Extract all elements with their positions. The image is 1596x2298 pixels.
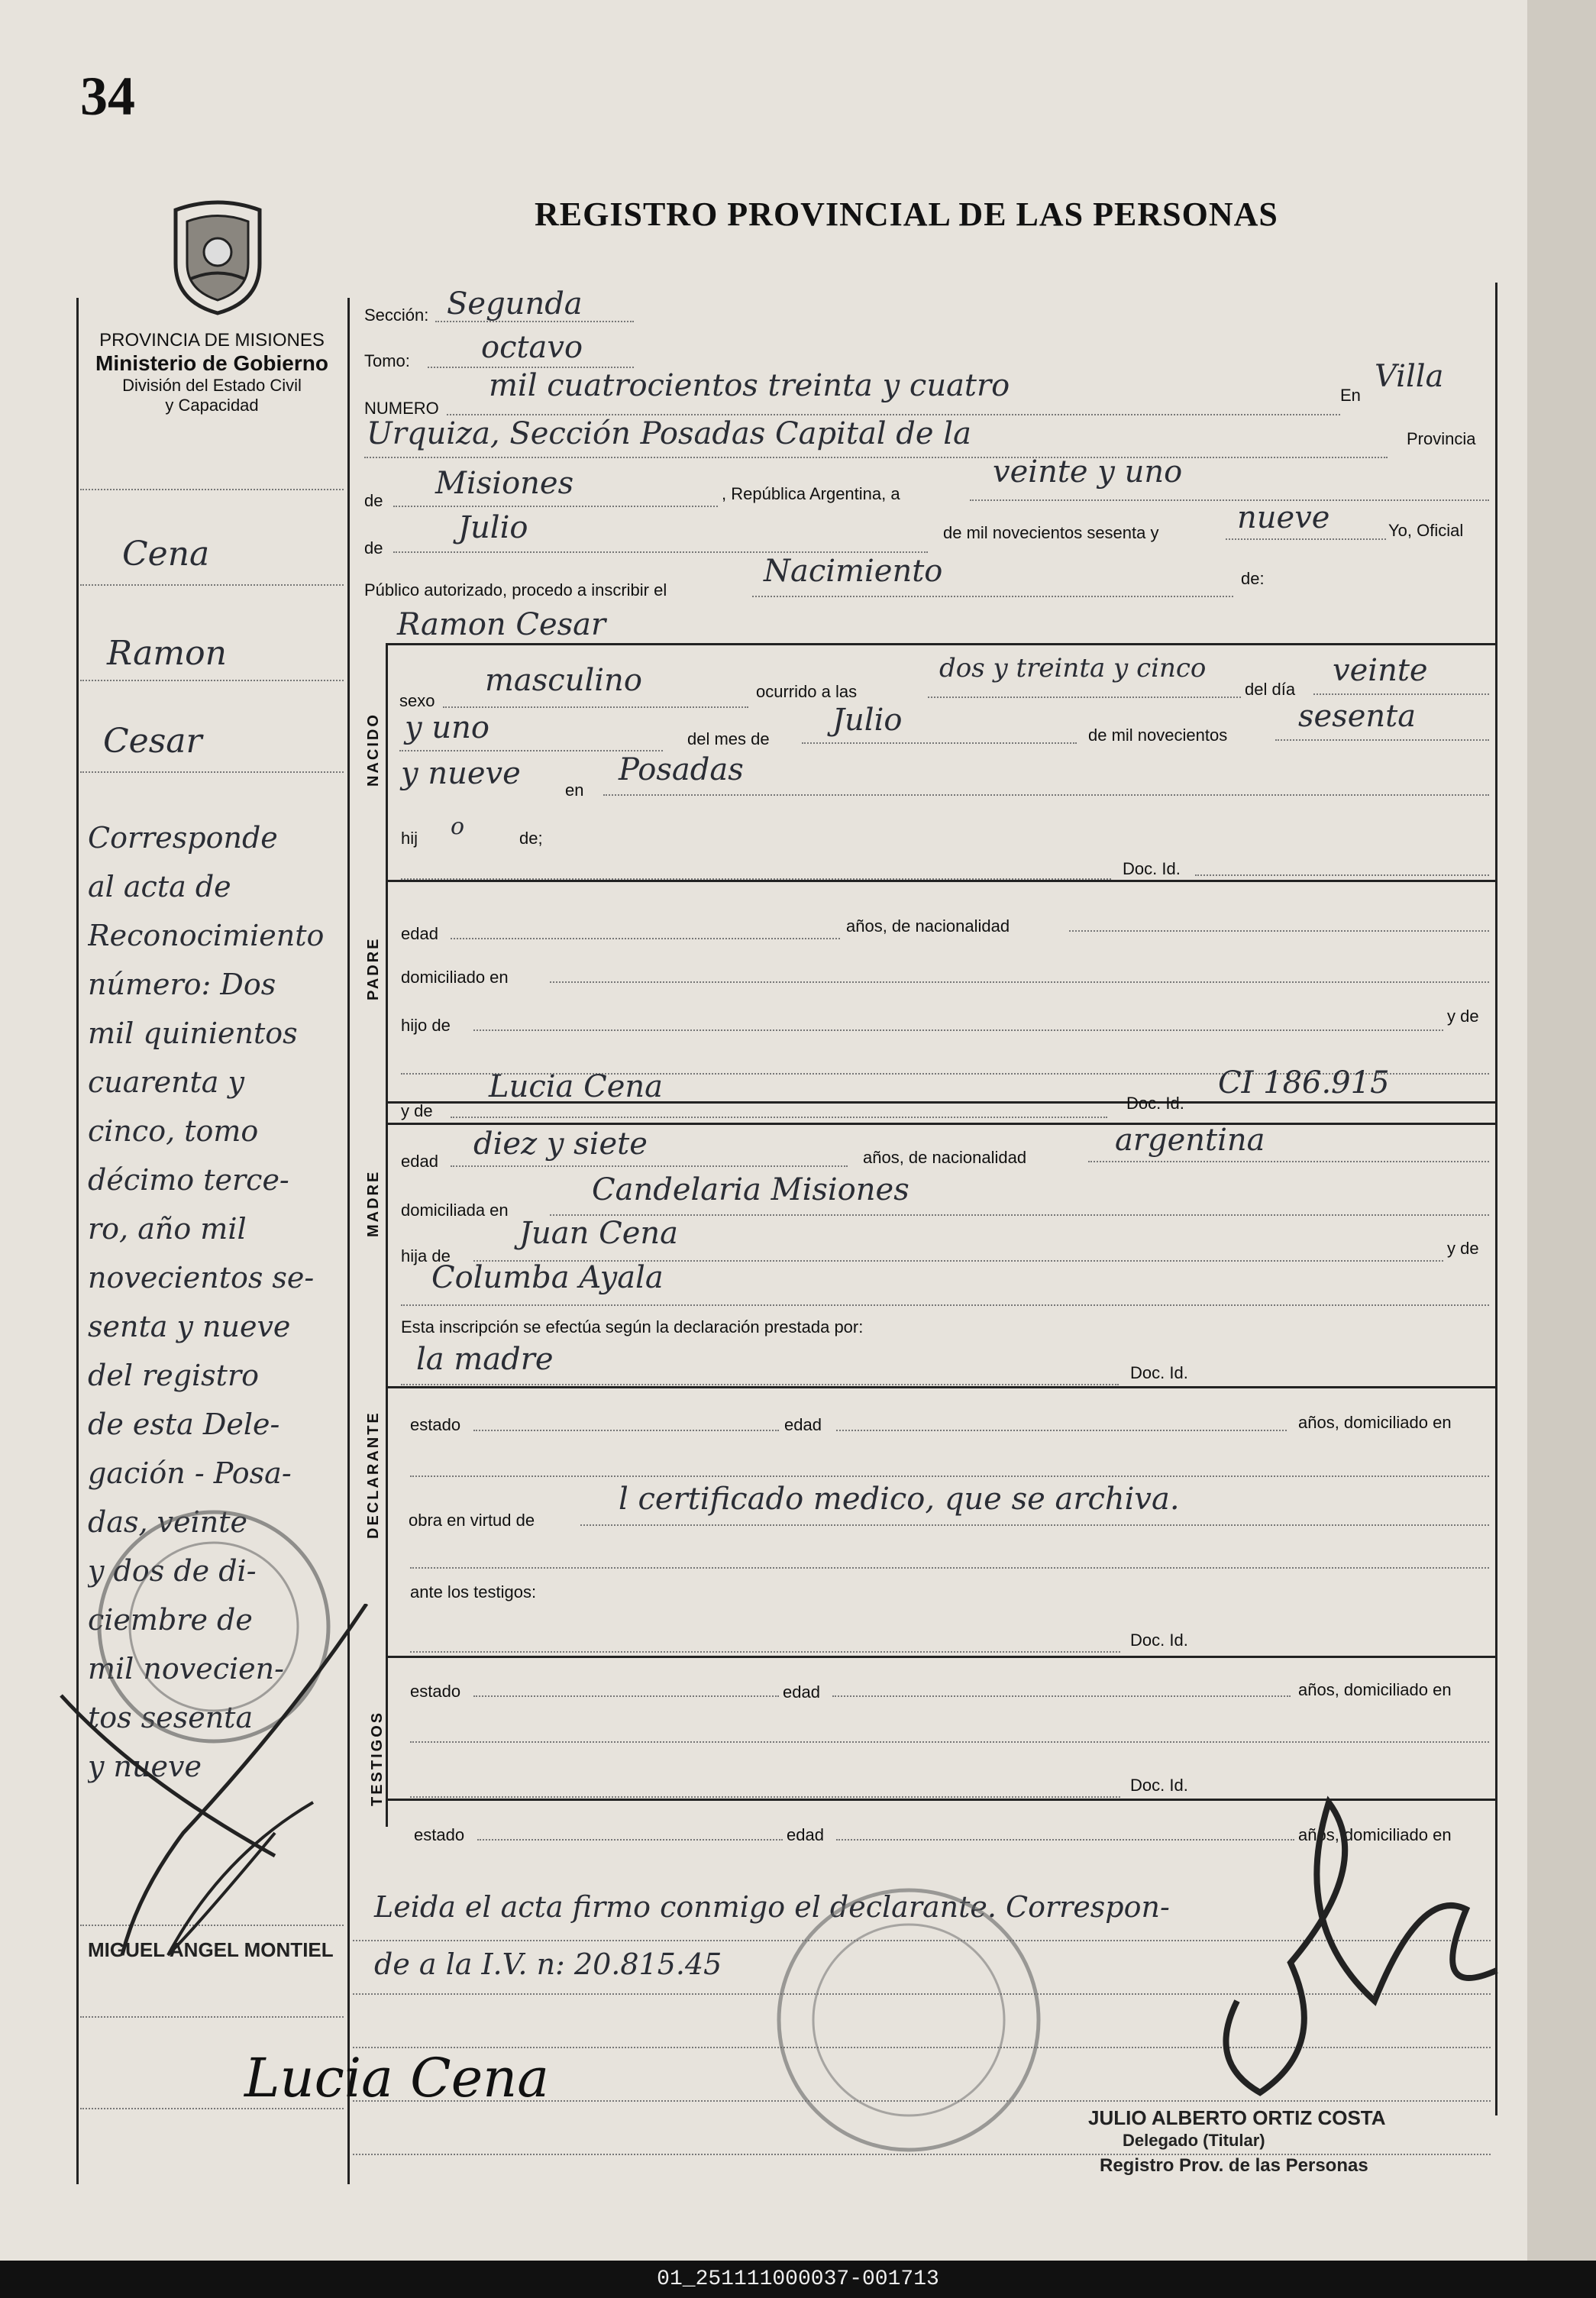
republica-label: , República Argentina, a [722,484,900,503]
rule-padre-top [386,880,1495,882]
madre-edad-label: edad [401,1152,438,1171]
mes-nac-value: Julio [832,703,903,738]
margin-note-line: décimo terce- [88,1163,289,1197]
obra-value: l certificado medico, que se archiva. [619,1482,1180,1517]
declarante-anos-label: años, domiciliado en [1298,1413,1452,1432]
declarante-value: la madre [416,1342,554,1377]
publico-label: Público autorizado, procedo a inscribir el [364,580,667,600]
organization-block [76,330,347,415]
rule-declarante-top [386,1386,1495,1388]
official-name: JULIO ALBERTO ORTIZ COSTA [1088,2106,1386,2129]
anio-nac-value: sesenta [1298,699,1417,734]
section-madre: MADRE [365,1169,382,1237]
acto-value: Nacimiento [764,554,943,589]
nota-line-2: de a la I.V. n: 20.815.45 [374,1947,722,1981]
padre-nac-label: años, de nacionalidad [846,916,1010,936]
inscripcion-label: Esta inscripción se efectúa según la declaración prestada por: [401,1317,864,1336]
ante-label: ante los testigos: [410,1582,537,1601]
margin-note-line: Corresponde [88,821,278,855]
yo-oficial-label: Yo, Oficial [1388,521,1464,540]
margin-note-line: novecientos se- [88,1261,315,1294]
declarante-estado-label: estado [410,1415,461,1434]
margin-note-line: del registro [88,1359,259,1392]
madre-y-de-label: y de [1447,1239,1479,1258]
del-mes-label: del mes de [687,729,770,748]
tomo-value: octavo [481,330,583,365]
location-line: Urquiza, Sección Posadas Capital de la [367,416,971,451]
section-testigos: TESTIGOS [369,1710,386,1806]
numero-label: NUMERO [364,399,439,418]
doc-id-label-3: Doc. Id. [1130,1363,1188,1382]
margin-note-line: senta y nueve [88,1310,291,1343]
margin-note-line: Reconocimiento [88,919,325,952]
org-province: PROVINCIA DE MISIONES [99,330,325,351]
official-signature-icon [1176,1772,1512,2100]
dia-value: veinte y uno [993,454,1183,490]
en-value: Villa [1375,359,1444,394]
en-label: En [1340,386,1361,405]
margin-note-line: das, veinte [88,1505,247,1539]
org-capacity: y Capacidad [165,396,259,415]
nombre-value: Ramon Cesar [397,607,606,642]
anio-nac2-value: y nueve [401,756,521,791]
image-id-footer: 01_251111000037-001713 [0,2261,1596,2298]
de-semicolon-label: de; [519,829,543,848]
official-org: Registro Prov. de las Personas [1100,2155,1368,2176]
official-role: Delegado (Titular) [1123,2131,1265,2150]
dia-nac-value: veinte [1333,653,1428,688]
rule-testigos-top [386,1656,1495,1658]
margin-nombre-2: Cesar [103,722,202,761]
doc-id-label-2: Doc. Id. [1126,1094,1184,1113]
doc-id-label-1: Doc. Id. [1123,859,1181,878]
y-de-label: y de [401,1101,433,1120]
section-declarante: DECLARANTE [365,1411,382,1539]
margin-note-line: tos sesenta [88,1701,254,1734]
seccion-value: Segunda [447,286,583,322]
provincial-seal-icon [160,195,275,317]
document-heading: REGISTRO PROVINCIAL DE LAS PERSONAS [535,196,1278,233]
margin-nombre-1: Ramon [107,634,227,673]
madre-dom-label: domiciliada en [401,1201,509,1220]
madre-hija-label: hija de [401,1246,451,1265]
padre-y-de-label: y de [1447,1007,1479,1026]
margin-note-line: cinco, tomo [88,1114,259,1148]
org-division: División del Estado Civil [122,376,302,395]
mother-signature: Lucia Cena [244,2047,549,2109]
margin-note-line: y dos de di- [88,1554,257,1588]
numero-value: mil cuatrocientos treinta y cuatro [489,368,1010,403]
madre-nombre-value: Lucia Cena [489,1069,663,1104]
tomo-label: Tomo: [364,351,410,370]
right-round-stamp-icon [764,1875,1054,2165]
testigo1-estado-label: estado [410,1682,461,1701]
en-2-label: en [565,781,584,800]
de-mil-label: de mil novecientos sesenta y [943,523,1159,542]
cross-mark-icon [46,1604,504,1970]
margin-note-line: mil quinientos [88,1016,298,1050]
margin-note-line: gación - Posa- [88,1456,292,1490]
anio-value: nueve [1237,500,1330,535]
padre-edad-label: edad [401,924,438,943]
provincia-value: Misiones [435,466,574,501]
madre-doc-value: CI 186.915 [1218,1065,1390,1101]
testigo1-anos-label: años, domiciliado en [1298,1680,1452,1699]
margin-note-line: cuarenta y [88,1065,245,1099]
margin-note-line: mil novecien- [88,1652,284,1686]
margin-apellido: Cena [122,535,210,574]
margin-note-line: ciembre de [88,1603,253,1637]
testigo2-estado-label: estado [414,1825,465,1844]
doc-id-label-5: Doc. Id. [1130,1776,1188,1795]
nota-line-1: Leida el acta firmo conmigo el declarante. Correspon- [374,1890,1170,1924]
doc-id-label-4: Doc. Id. [1130,1631,1188,1650]
madre-padre-value: Juan Cena [519,1216,679,1251]
sexo-value: masculino [485,663,642,698]
del-dia-label: del día [1245,680,1296,699]
hij-label: hij [401,829,418,848]
rule-nacido-top [386,643,1495,645]
margin-note-line: número: Dos [88,968,276,1001]
madre-madre-value: Columba Ayala [431,1260,664,1295]
de-label-1: de [364,491,383,510]
ocurrido-label: ocurrido a las [756,682,858,701]
seccion-label: Sección: [364,305,429,325]
declarante-edad-label: edad [784,1415,822,1434]
testigo1-edad-label: edad [783,1682,820,1702]
dia-nac2-value: y uno [405,710,489,745]
de-colon-label: de: [1241,569,1265,588]
section-padre: PADRE [365,936,382,1000]
testigo2-edad-label: edad [787,1825,824,1844]
madre-nac-label: años, de nacionalidad [863,1148,1027,1167]
provincia-label: Provincia [1407,429,1476,448]
padre-dom-label: domiciliado en [401,968,509,987]
obra-label: obra en virtud de [409,1511,535,1530]
margin-note-line: al acta de [88,870,231,903]
left-stamp-name: MIGUEL ANGEL MONTIEL [88,1938,334,1961]
page-number: 34 [80,66,135,127]
margin-note-line: ro, año mil [88,1212,247,1246]
de-label-2: de [364,538,383,558]
mes-value: Julio [458,510,528,545]
lugar-value: Posadas [619,752,744,787]
de-mil-2-label: de mil novecientos [1088,726,1228,745]
rule-madre-top [386,1123,1495,1125]
padre-hijo-label: hijo de [401,1016,451,1035]
margin-note-line: de esta Dele- [88,1408,280,1441]
madre-dom-value: Candelaria Misiones [592,1172,909,1207]
testigo2-anos-label: años, domiciliado en [1298,1825,1452,1844]
hora-value: dos y treinta y cinco [939,653,1207,684]
madre-nac-value: argentina [1115,1123,1265,1158]
facing-page-edge [1527,0,1596,2261]
sexo-label: sexo [399,691,435,710]
madre-edad-value: diez y siete [473,1126,648,1162]
org-ministry: Ministerio de Gobierno [95,351,328,375]
section-nacido: NACIDO [365,713,382,787]
margin-note-line: y nueve [88,1750,202,1783]
hij-suffix: o [451,813,465,840]
